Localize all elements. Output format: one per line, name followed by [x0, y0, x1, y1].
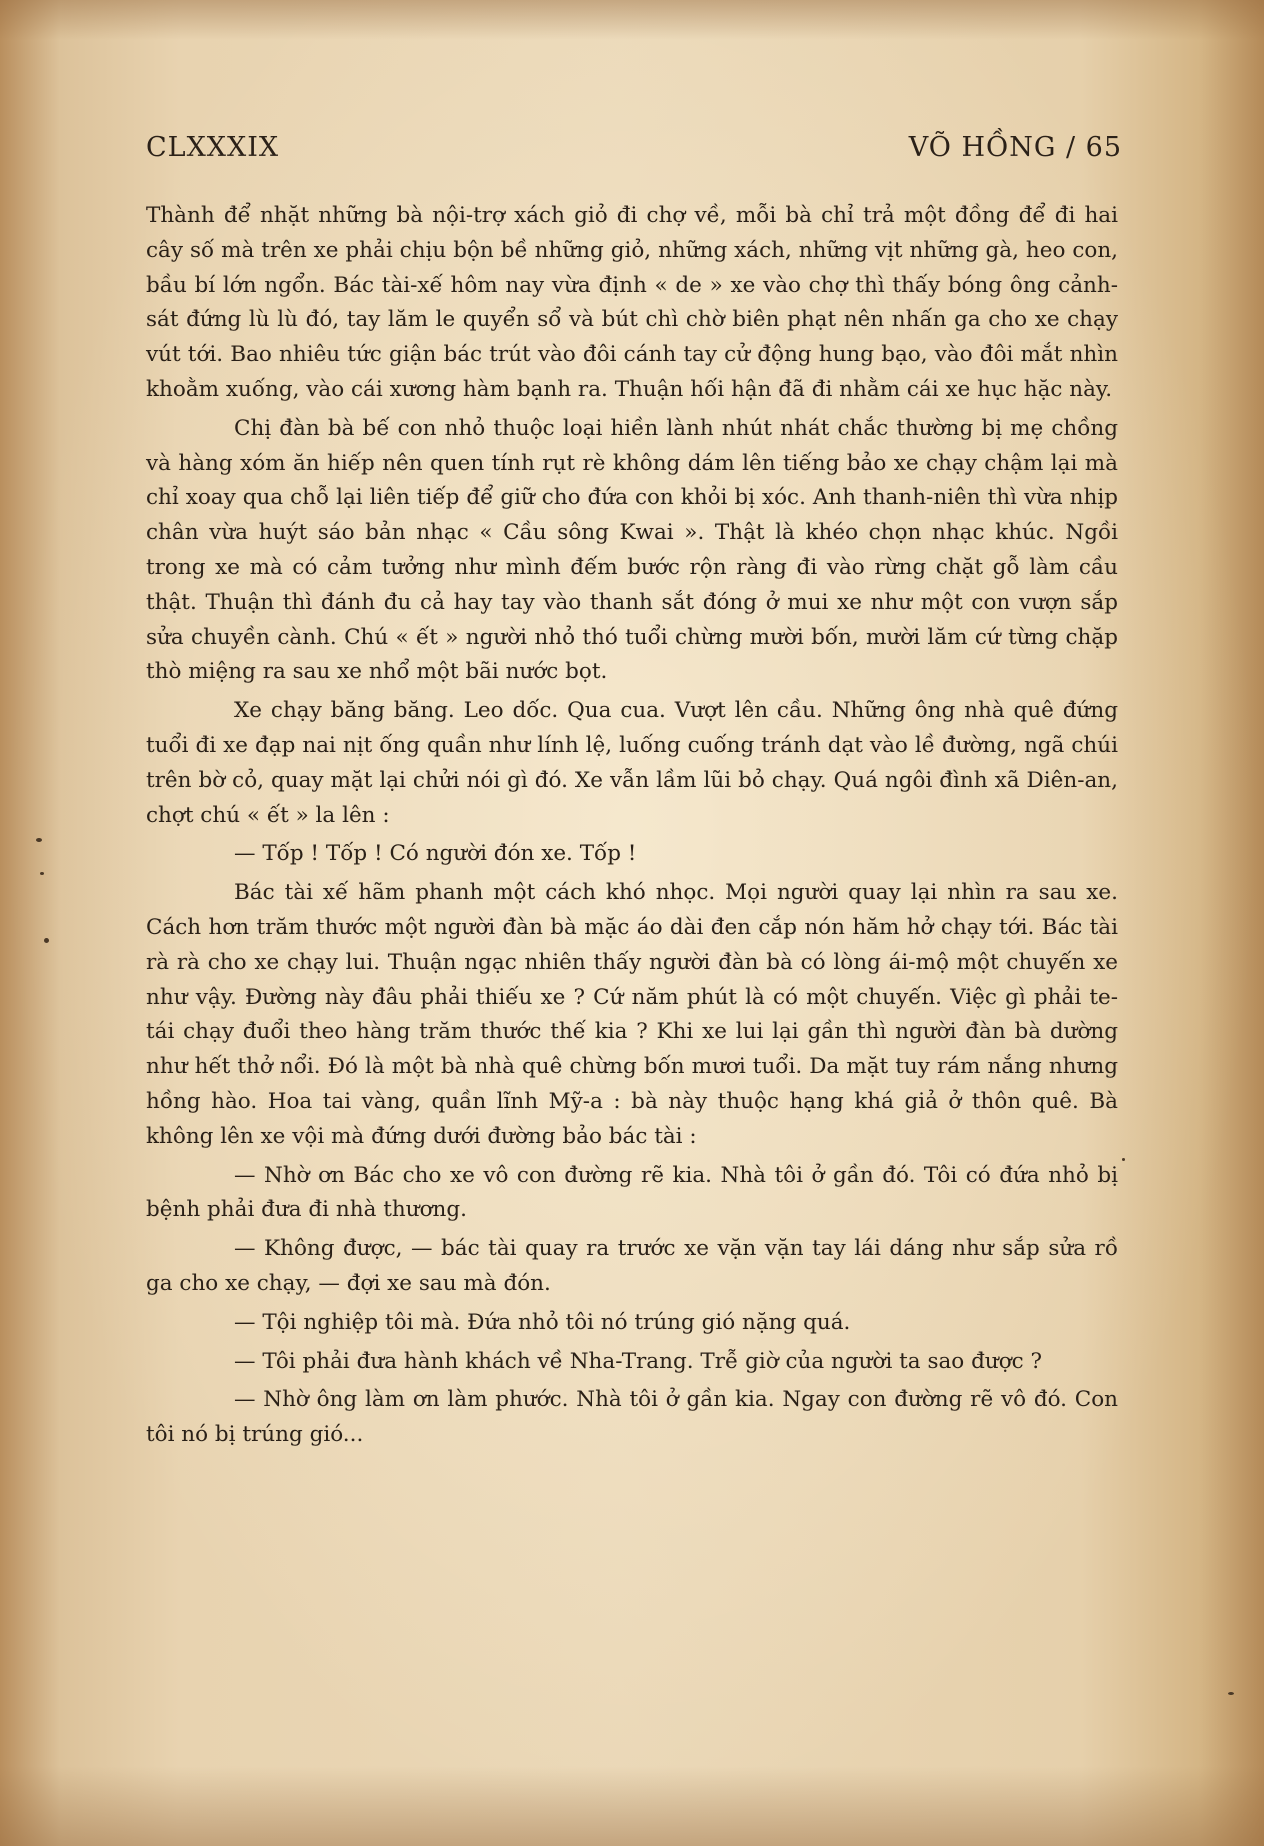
paper-speck: [40, 872, 44, 875]
dialogue-line: — Tốp ! Tốp ! Có người đón xe. Tốp !: [234, 841, 637, 867]
dialogue-line: — Không được, — bác tài quay ra trước xe vặn vặn tay lái dáng như sắp sửa rồ ga cho xe chạy, — đợi xe sau mà đón.: [146, 1236, 1118, 1296]
page-edge-shadow-bottom: [0, 1766, 1264, 1846]
paragraph: Thành để nhặt những bà nội-trợ xách giỏ đi chợ về, mỗi bà chỉ trả một đồng để đi hai cây số mà trên xe phải chịu bộn bề những giỏ, những xách, những vịt những gà, heo con, bầu bí lớn ngổn. Bác tài-xế hôm nay vừa định « de » xe vào chợ thì thấy bóng ông cảnh-sát đứng lù lù đó, tay lăm le quyển sổ và bút chì chờ biên phạt nên nhấn ga cho xe chạy vút tới. Bao nhiêu tức giận bác trút vào đôi cánh tay cử động hung bạo, vào đôi mắt nhìn khoằm xuống, vào cái xương hàm bạnh ra. Thuận hối hận đã đi nhằm cái xe hục hặc này.: [146, 203, 1118, 402]
body-text: [146, 199, 1118, 1457]
paragraph: Xe chạy băng băng. Leo dốc. Qua cua. Vượt lên cầu. Những ông nhà quê đứng tuổi đi xe đạp nai nịt ống quần như lính lệ, luống cuống tránh dạt vào lề đường, ngã chúi trên bờ cỏ, quay mặt lại chửi nói gì đó. Xe vẫn lầm lũi bỏ chạy. Quá ngôi đình xã Diên-an, chợt chú « ết » la lên :: [146, 698, 1118, 828]
paragraph: Bác tài xế hãm phanh một cách khó nhọc. Mọi người quay lại nhìn ra sau xe. Cách hơn trăm thước một người đàn bà mặc áo dài đen cắp nón hăm hở chạy tới. Bác tài rà rà cho xe chạy lui. Thuận ngạc nhiên thấy người đàn bà có lòng ái-mộ một chuyến xe như vậy. Đường này đâu phải thiếu xe ? Cứ năm phút là có một chuyến. Việc gì phải te-tái chạy đuổi theo hàng trăm thước thế kia ? Khi xe lui lại gần thì người đàn bà dường như hết thở nổi. Đó là một bà nhà quê chừng bốn mươi tuổi. Da mặt tuy rám nắng nhưng hồng hào. Hoa tai vàng, quần lĩnh Mỹ-a : bà này thuộc hạng khá giả ở thôn quê. Bà không lên xe vội mà đứng dưới đường bảo bác tài :: [146, 880, 1118, 1149]
dialogue-line: — Tội nghiệp tôi mà. Đứa nhỏ tôi nó trúng gió nặng quá.: [234, 1309, 851, 1335]
author-page-number: VÕ HỒNG / 65: [908, 132, 1122, 163]
dialogue-line: — Nhờ ông làm ơn làm phước. Nhà tôi ở gần kia. Ngay con đường rẽ vô đó. Con tôi nó bị trúng gió...: [146, 1387, 1118, 1448]
paper-speck: [36, 838, 42, 842]
issue-number: CLXXXIX: [146, 132, 280, 163]
paragraph: Chị đàn bà bế con nhỏ thuộc loại hiền lành nhút nhát chắc thường bị mẹ chồng và hàng xóm ăn hiếp nên quen tính rụt rè không dám lên tiếng bảo xe chạy chậm lại mà chỉ xoay qua chỗ lại liên tiếp để giữ cho đứa con khỏi bị xóc. Anh thanh-niên thì vừa nhịp chân vừa huýt sáo bản nhạc « Cầu sông Kwai ». Thật là khéo chọn nhạc khúc. Ngồi trong xe mà có cảm tưởng như mình đếm bước rộn ràng đi vào rừng chặt gỗ làm cầu thật. Thuận thì đánh đu cả hay tay vào thanh sắt đóng ở mui xe như một con vượn sắp sửa chuyền cành. Chú « ết » người nhỏ thó tuổi chừng mười bốn, mười lăm cứ từng chặp thò miệng ra sau xe nhổ một bãi nước bọt.: [146, 415, 1118, 685]
paper-speck: [1228, 1692, 1234, 1695]
running-header: [146, 132, 1122, 176]
dialogue-line: — Nhờ ơn Bác cho xe vô con đường rẽ kia. Nhà tôi ở gần đó. Tôi có đứa nhỏ bị bệnh phải đưa đi nhà thương.: [146, 1162, 1118, 1223]
dialogue-line: — Tôi phải đưa hành khách về Nha-Trang. Trễ giờ của người ta sao được ?: [234, 1348, 1043, 1374]
paper-speck: [1122, 1158, 1125, 1161]
paper-speck: [44, 938, 49, 943]
page-edge-shadow-top: [0, 0, 1264, 40]
